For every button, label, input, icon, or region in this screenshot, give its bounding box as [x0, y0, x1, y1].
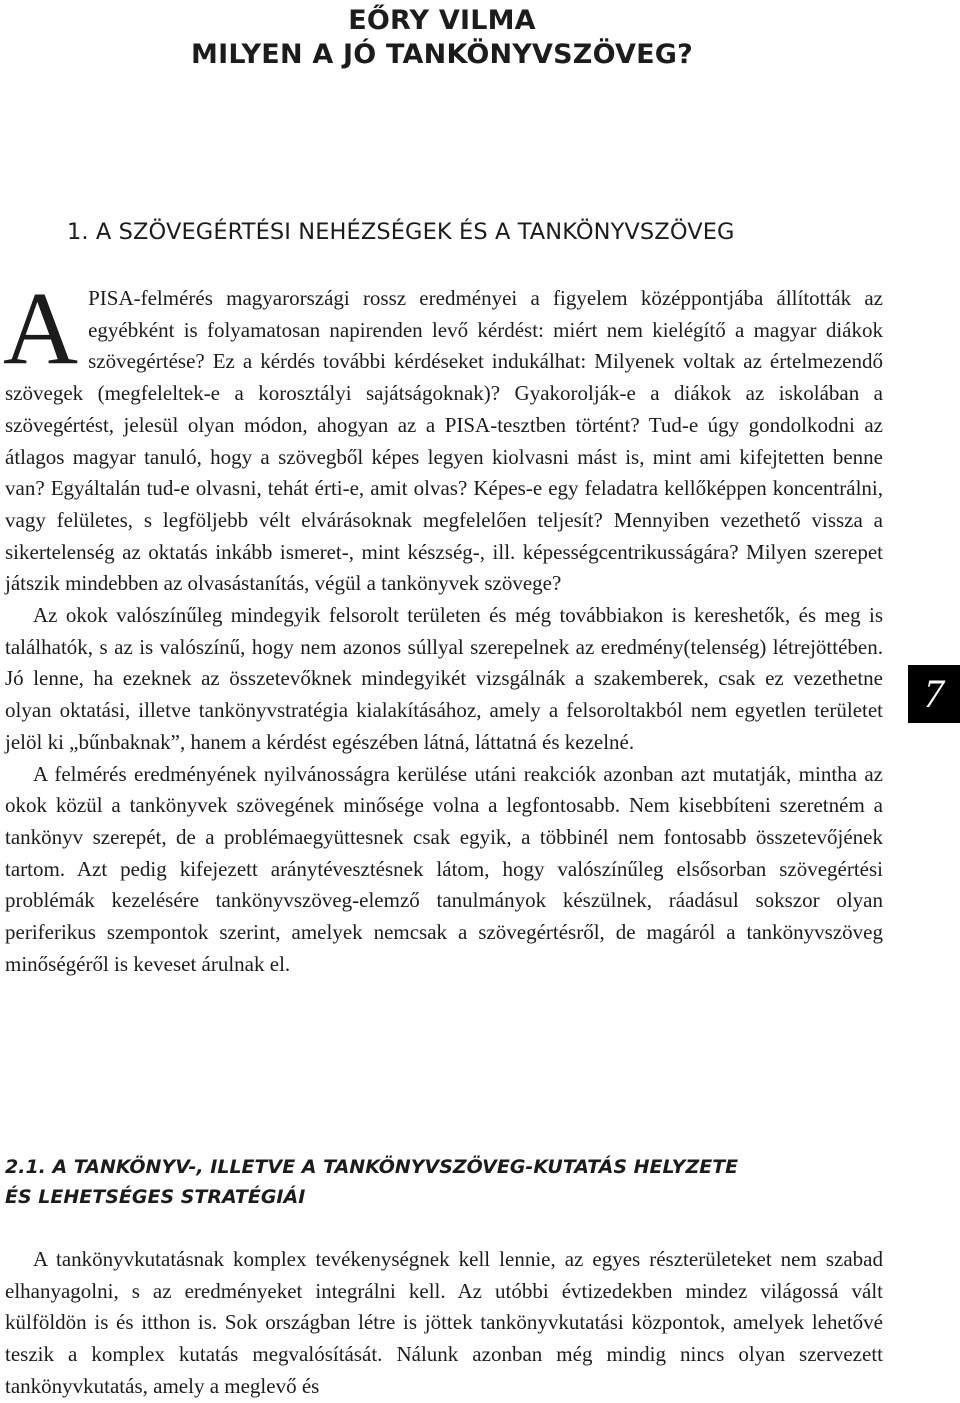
paragraph-1	[3, 271, 883, 600]
subsection-heading	[5, 1152, 738, 1212]
page-title: MILYEN A JÓ TANKÖNYVSZÖVEG?	[191, 39, 693, 70]
section-heading: 1. A SZÖVEGÉRTÉSI NEHÉZSÉGEK ÉS A TANKÖNYVSZÖVEG	[67, 219, 735, 245]
section-1-body	[3, 271, 883, 980]
paragraph-2: Az okok valószínűleg mindegyik felsorolt területen és még továbbiakon is kereshetők, és meg is találhatók, s az is valószínű, hogy nem azonos súllyal szerepelnek az eredmény(telenség) létrejöttében. Jó lenne, ha ezeknek az összetevőknek mindegyikét vizsgálnák a szakemberek, csak ez vezethetne olyan oktatási, illetve tankönyvstratégia kialakításához, amely a felsoroltakból nem egyetlen területet jelöl ki „bűnbaknak”, hanem a kérdést egészében látná, láttatná és kezelné.	[5, 603, 883, 754]
paragraph-1-text: PISA-felmérés magyarországi rossz eredményei a figyelem középpontjába állították az egyébként is folyamatosan napirenden levő kérdést: miért nem kielégítő a magyar diákok szövegértése? Ez a kérdés további kérdéseket indukálhat: Milyenek voltak az értelmezendő szövegek (megfeleltek-e a korosztályi sajátságoknak)? Gyakorolják-e a diákok az iskolában a szövegértést, jelesül olyan módon, ahogyan az a PISA-tesztben történt? Tud-e úgy gondolkodni az átlagos magyar tanuló, hogy a szövegből képes legyen kiolvasni mást is, mint ami kifejtetten benne van? Egyáltalán tud-e olvasni, tehát érti-e, amit olvas? Képes-e egy feladatra kellőképpen koncentrálni, vagy felületes, s legföljebb vélt elvárásoknak megfelelően teljesít? Mennyiben vezethető vissza a sikertelenség az oktatás inkább ismeret-, mint készség-, ill. képességcentrikusságára? Milyen szerepet játszik mindebben az olvasástanítás, végül a tankönyvek szövege?	[5, 286, 883, 596]
paragraph-4: A tankönyvkutatásnak komplex tevékenységnek kell lennie, az egyes részterületeket nem szabad elhanyagolni, s az eredményeket integrálni kell. Az utóbbi évtizedekben mindez világossá vált külföldön is és itthon is. Sok országban létre is jöttek tankönyvkutatási központok, amelyek lehetővé teszik a komplex kutatás megvalósítását. Nálunk azonban még mindig nincs olyan szervezett tankönyvkutatás, amely a meglevő és	[5, 1247, 883, 1398]
paragraph-3: A felmérés eredményének nyilvánosságra kerülése utáni reakciók azonban azt mutatják, mintha az okok közül a tankönyvek szövegének minősége volna a legfontosabb. Nem kisebbíteni szeretném a tankönyv szerepét, de a problémaegyüttesnek csak egyik, a többinél nem fontosabb összetevőjének tartom. Azt pedig kifejezett aránytévesztésnek látom, hogy valószínűleg elsősorban szövegértési problémák kezelésére tankönyvszöveg-elemző tanulmányok készülnek, ráadásul sokszor olyan periferikus szempontok szerint, amelyek nemcsak a szövegértésről, de magáról a tankönyvszöveg minőségéről is keveset árulnak el.	[5, 761, 883, 976]
subsection-heading-line-1: 2.1. A TANKÖNYV-, ILLETVE A TANKÖNYVSZÖVEG-KUTATÁS HELYZETE	[5, 1156, 739, 1178]
subsection-heading-line-2: ÉS LEHETSÉGES STRATÉGIÁI	[5, 1186, 306, 1208]
author-name: EŐRY VILMA	[348, 5, 536, 36]
section-2-body	[5, 1244, 883, 1403]
page-number: 7	[908, 665, 960, 723]
drop-cap: A	[3, 271, 79, 386]
